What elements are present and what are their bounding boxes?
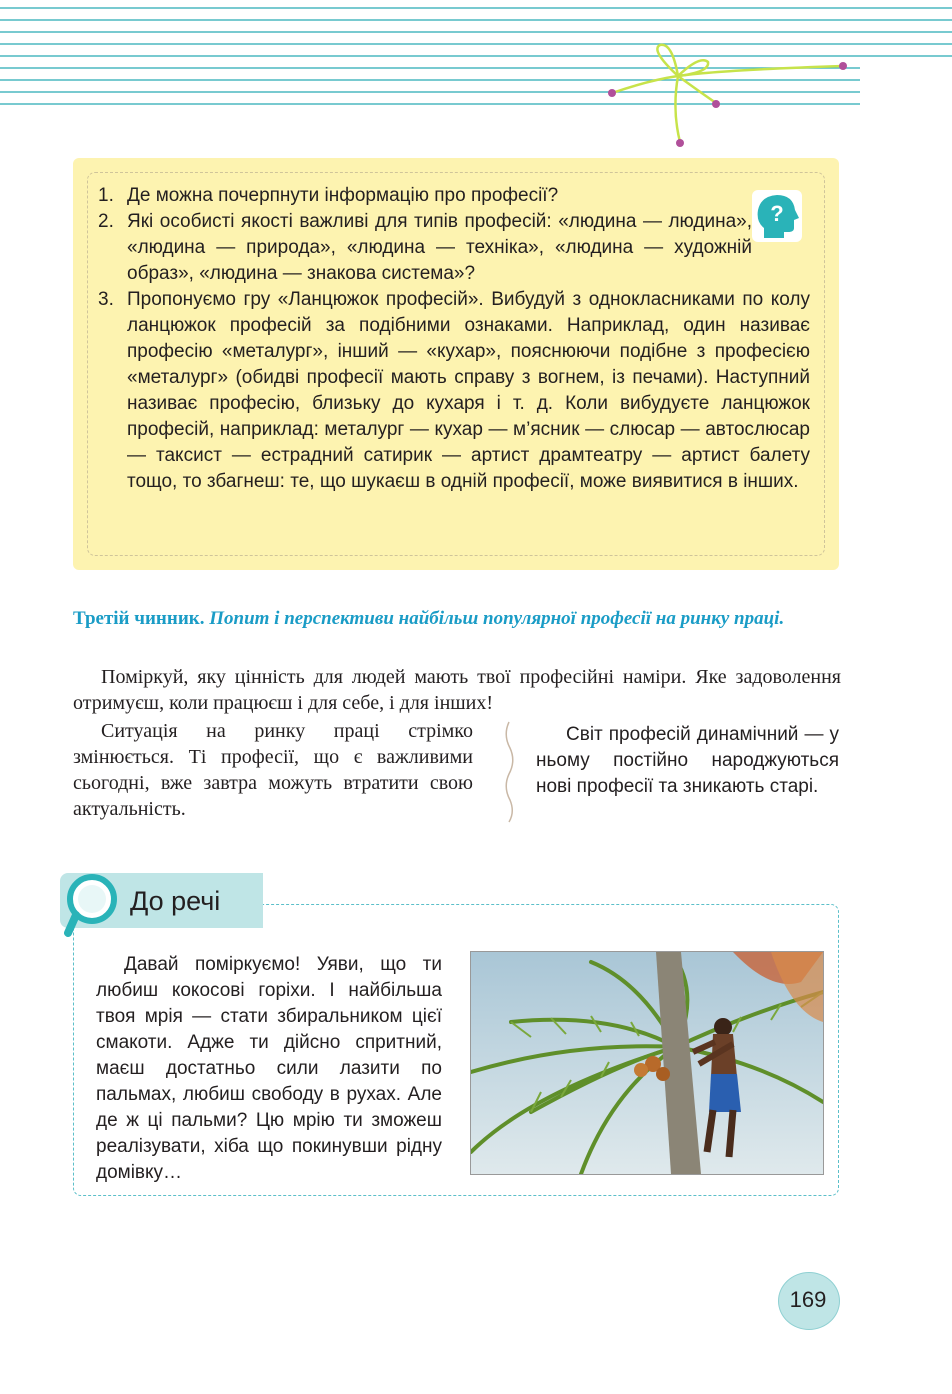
question-text: Пропонуємо гру «Ланцюжок професій». Вибудуй з однокласниками по колу ланцюжок професій за подібними ознаками. Наприклад, один називає професію «металург», інший — «кухар», пояснюючи подібне з професією «металург» (обидві професії мають справу з вогнем, із печами). Наступний називає професію, близьку до кухаря і т. д. Коли вибудуєте ланцюжок професій, наприклад: металург — кухар — м’ясник — слюсар — автослюсар — таксист — естрадний сатирик — артист драмтеатру — артист балету тощо, то збагнеш: те, що шукаєш в одній професії, може виявитися в інших. — [127, 289, 810, 492]
intro-paragraph: Поміркуй, яку цінність для людей мають твої професійні наміри. Яке задоволення отримуєш, коли працюєш і для себе, і для інших! — [73, 666, 841, 714]
svg-text:?: ? — [770, 201, 784, 226]
squiggle-divider — [501, 720, 517, 824]
question-item — [98, 183, 810, 209]
magnifier-icon — [62, 873, 122, 937]
questions-list — [98, 183, 810, 495]
section-title: Попит і перспективи найбільш популярної професії на ринку праці. — [209, 608, 785, 629]
question-text: Які особисті якості важливі для типів професій: «людина — людина», «людина — природа», «людина — техніка», «людина — художній образ», «людина — знакова система»? — [127, 211, 752, 284]
by-the-way-text: Давай поміркуємо! Уяви, що ти любиш кокосові горіхи. І найбільша твоя мрія — стати збиральником цієї смакоти. Адже ти дійсно спритний, маєш достатньо сили лазити по пальмах, любиш свободу в рухах. Але де ж ці пальми? Цю мрію ти зможеш реалізувати, хіба що покинувши рідну домівку… — [96, 954, 442, 1183]
question-number: 3. — [98, 289, 114, 310]
by-the-way-title: До речі — [130, 886, 221, 916]
coconut-climber-photo — [470, 951, 824, 1175]
left-column-text: Ситуація на ринку праці стрімко змінюється. Ті професії, що є важливими сьогодні, вже завтра можуть втратити свою актуальність. — [73, 720, 473, 820]
question-item — [98, 287, 810, 495]
page-number: 169 — [789, 1287, 827, 1312]
right-column-text: Світ професій динамічний — у ньому постійно народжуються нові професії та зникають старі. — [536, 724, 839, 797]
decorative-header-lines — [0, 0, 952, 160]
section-label: Третій чинник. — [73, 608, 205, 629]
question-text: Де можна почерпнути інформацію про професії? — [127, 185, 559, 206]
question-number: 2. — [98, 211, 114, 232]
question-number: 1. — [98, 185, 114, 206]
section-heading — [73, 606, 841, 632]
question-item — [98, 209, 752, 287]
